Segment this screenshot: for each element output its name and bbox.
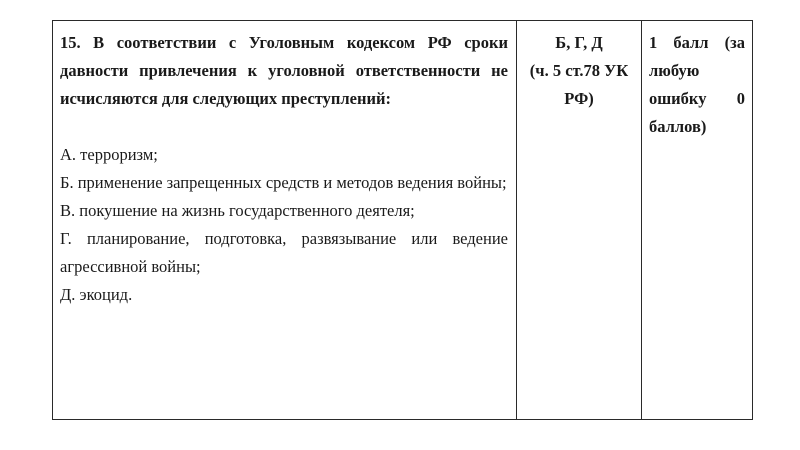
question-text: 15. В соответствии с Уголовным кодексом РФ сроки давности привлечения к уголовной ответственности не исчисляются для следующих преступлений: xyxy=(60,33,508,108)
option-e: Д. экоцид. xyxy=(60,285,133,304)
answer-cell xyxy=(517,21,642,419)
option-a: А. терроризм; xyxy=(60,145,158,164)
option-d: Г. планирование, подготовка, развязывание или ведение агрессивной войны; xyxy=(60,229,508,276)
score-cell xyxy=(642,21,752,419)
answer-reference: (ч. 5 ст.78 УК РФ) xyxy=(529,61,629,108)
score-text: 1 балл (за любую ошибку 0 баллов) xyxy=(649,33,745,136)
question-table xyxy=(52,20,753,420)
option-b: Б. применение запрещенных средств и методов ведения войны; xyxy=(60,173,507,192)
answer-letters: Б, Г, Д xyxy=(555,33,603,52)
question-cell xyxy=(53,21,517,419)
spacer xyxy=(60,113,508,141)
option-c: В. покушение на жизнь государственного деятеля; xyxy=(60,201,415,220)
